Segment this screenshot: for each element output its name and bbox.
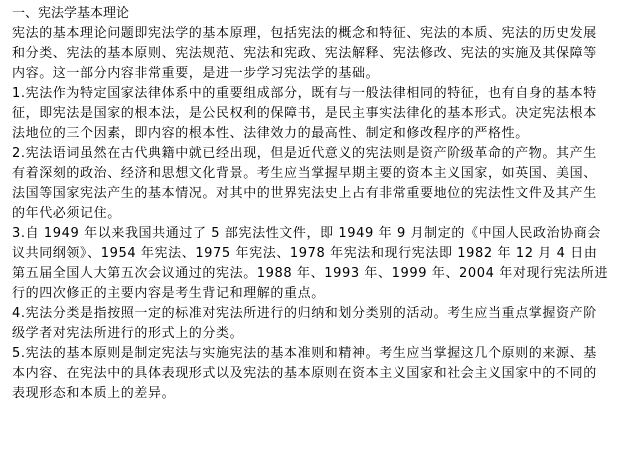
point-1-paragraph: 1.宪法作为特定国家法律体系中的重要组成部分，既有与一般法律相同的特征，也有自身的基本特征，即宪法是国家的根本法，是公民权利的保障书，是民主事实法律化的基本形式。决定宪法根本法地位的三个因素，即内容的根本性、法律效力的最高性、制定和修改程序的严格性。 bbox=[12, 86, 597, 141]
section-heading: 一、宪法学基本理论 bbox=[12, 6, 130, 21]
point-4-paragraph: 4.宪法分类是指按照一定的标准对宪法所进行的归纳和划分类别的活动。考生应当重点掌握资产阶级学者对宪法所进行的形式上的分类。 bbox=[12, 306, 597, 341]
point-5-paragraph: 5.宪法的基本原则是制定宪法与实施宪法的基本准则和精神。考生应当掌握这几个原则的来源、基本内容、在宪法中的具体表现形式以及宪法的基本原则在资本主义国家和社会主义国家中的不同的表现形态和本质上的差异。 bbox=[12, 346, 597, 401]
intro-paragraph: 宪法的基本理论问题即宪法学的基本原理，包括宪法的概念和特征、宪法的本质、宪法的历史发展和分类、宪法的基本原则、宪法规范、宪法和宪政、宪法解释、宪法修改、宪法的实施及其保障等内容。这一部分内容非常重要，是进一步学习宪法学的基础。 bbox=[12, 26, 597, 81]
point-2-paragraph: 2.宪法语词虽然在古代典籍中就已经出现，但是近代意义的宪法则是资产阶级革命的产物。其产生有着深刻的政治、经济和思想文化背景。考生应当掌握早期主要的资本主义国家，如英国、美国、法国等国家宪法产生的基本情况。对其中的世界宪法史上占有非常重要地位的宪法性文件及其产生的年代必须记住。 bbox=[12, 146, 597, 221]
point-3-paragraph: 3.自 1949 年以来我国共通过了 5 部宪法性文件，即 1949 年 9 月制定的《中国人民政治协商会议共同纲领》、1954 年宪法、1975 年宪法、1978 年宪法和现行宪法即 1982 年 12 月 4 日由第五届全国人大第五次会议通过的宪法。1988 年、1993 年、1999 年、2004 年对现行宪法所进行的四次修正的主要内容是考生背记和理解的重点。 bbox=[12, 226, 609, 301]
